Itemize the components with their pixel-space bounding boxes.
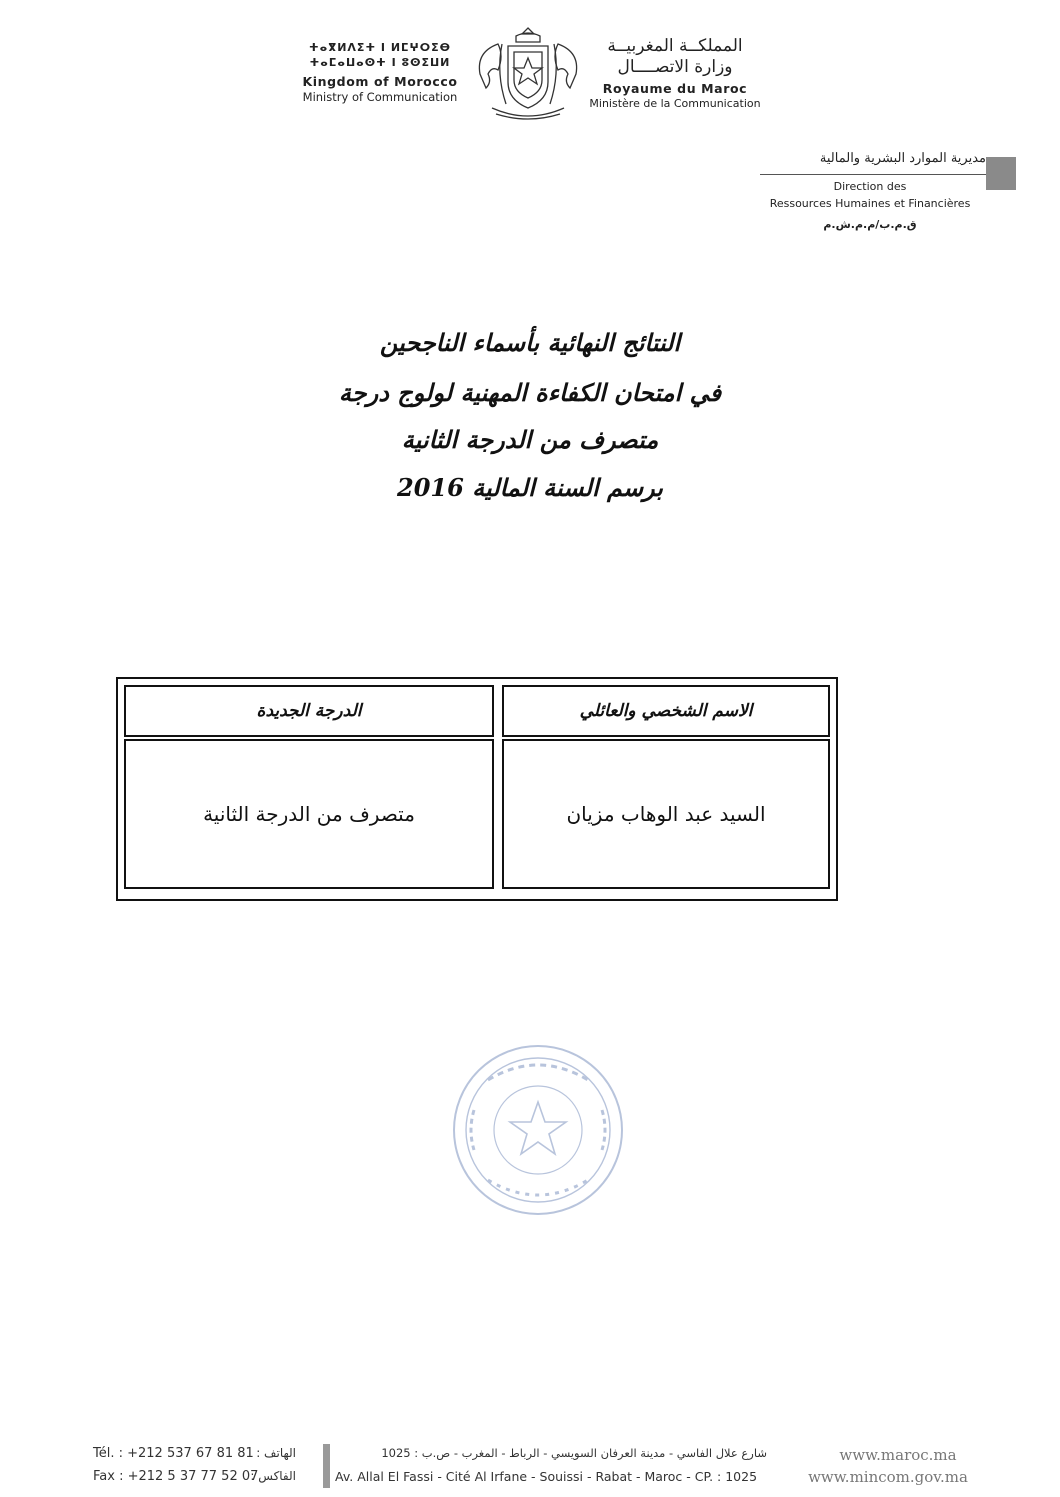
footer-address-fr: Av. Allal El Fassi - Cité Al Irfane - Souissi - Rabat - Maroc - CP. : 1025 xyxy=(335,1469,758,1484)
tifinagh-ministry: ⵜⴰⵎⴰⵡⴰⵙⵜ ⵏ ⵓⵙⵉⵡⵍ xyxy=(309,56,451,69)
results-table xyxy=(116,677,838,901)
table-cell-grade: متصرف من الدرجة الثانية xyxy=(124,739,494,889)
title-line-1: النتائج النهائية بأسماء الناجحين xyxy=(379,328,681,357)
footer-url-maroc: www.maroc.ma xyxy=(839,1446,957,1464)
direction-ar: مديرية الموارد البشرية والمالية xyxy=(819,151,986,166)
footer-fax-label-ar: الفاكس : xyxy=(250,1469,296,1483)
direction-grey-mark xyxy=(986,157,1016,190)
table-header-grade: الدرجة الجديدة xyxy=(124,685,494,737)
direction-fr-line2: Ressources Humaines et Financières xyxy=(769,197,971,210)
ministry-fr: Ministère de la Communication xyxy=(589,97,761,110)
tifinagh-kingdom: ⵜⴰⴳⵍⴷⵉⵜ ⵏ ⵍⵎⵖⵔⵉⴱ xyxy=(308,41,451,54)
ministry-en: Ministry of Communication xyxy=(302,90,458,104)
direction-fr-line1: Direction des xyxy=(833,180,907,193)
kingdom-ar: المملكــة المغربيــة xyxy=(607,36,743,56)
footer-telephone-label-ar: الهاتف : xyxy=(256,1446,296,1460)
title-line-2: في امتحان الكفاءة المهنية لولوج درجة xyxy=(338,378,722,407)
footer-url-mincom: www.mincom.gov.ma xyxy=(808,1468,968,1486)
footer-telephone: Tél. : +212 537 67 81 81 xyxy=(93,1446,254,1461)
official-stamp-seal xyxy=(448,1040,628,1220)
footer-separator-bar xyxy=(323,1444,330,1488)
table-header-name: الاسم الشخصي والعائلي xyxy=(502,685,830,737)
coat-of-arms-emblem xyxy=(472,24,584,124)
footer-fax: Fax : +212 5 37 77 52 07 xyxy=(93,1469,259,1484)
header-left-block xyxy=(280,40,480,104)
reference-code: ق.م.ب/م.م.ش.م xyxy=(823,218,917,231)
title-line-3: متصرف من الدرجة الثانية xyxy=(401,425,659,454)
direction-divider xyxy=(760,174,986,175)
ministry-ar: وزارة الاتصــــال xyxy=(617,57,733,77)
kingdom-fr: Royaume du Maroc xyxy=(602,81,748,96)
footer-address-ar: شارع علال الفاسي - مدينة العرفان السويسي - الرباط - المغرب - ص.ب : 1025 xyxy=(381,1446,767,1460)
kingdom-en: Kingdom of Morocco xyxy=(302,74,458,89)
table-cell-name: السيد عبد الوهاب مزيان xyxy=(502,739,830,889)
header-right-block xyxy=(580,36,770,110)
title-line-4: برسم السنة المالية 2016 xyxy=(397,473,663,502)
direction-fr xyxy=(760,178,980,212)
